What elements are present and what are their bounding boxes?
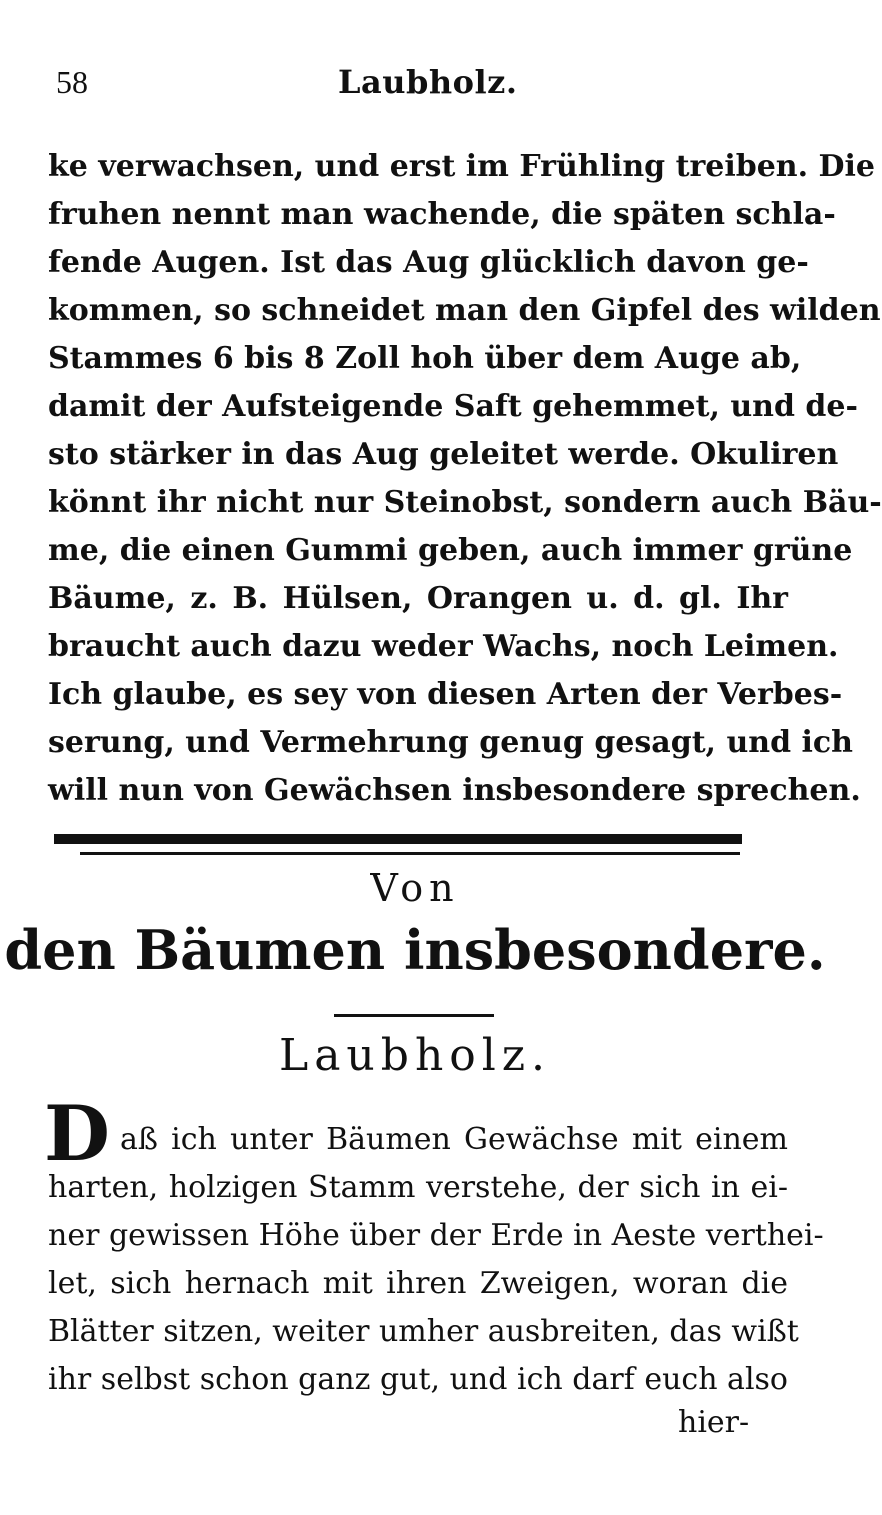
text-line: sto stärker in das Aug geleitet werde. Okuliren bbox=[48, 437, 839, 472]
text-line: will nun von Gewächsen insbesondere sprechen. bbox=[48, 773, 861, 808]
text-line: serung, und Vermehrung genug gesagt, und ich bbox=[48, 725, 853, 760]
text-line: Ich glaube, es sey von diesen Arten der Verbes- bbox=[48, 677, 843, 712]
text-line: fende Augen. Ist das Aug glücklich davon ge- bbox=[48, 245, 809, 280]
ornamental-rule-thin bbox=[80, 852, 740, 855]
text-line: ke verwachsen, und erst im Frühling treiben. Die bbox=[48, 149, 876, 184]
text-line: let, sich hernach mit ihren Zweigen, woran die bbox=[48, 1266, 788, 1301]
text-line: harten, holzigen Stamm verstehe, der sich in ei- bbox=[48, 1170, 788, 1205]
section-divider bbox=[334, 1014, 494, 1017]
text-line: könnt ihr nicht nur Steinobst, sondern auch Bäu- bbox=[48, 485, 882, 520]
running-head: Laubholz. bbox=[338, 63, 518, 101]
text-line: me, die einen Gummi geben, auch immer grüne bbox=[48, 533, 853, 568]
text-line: Bäume, z. B. Hülsen, Orangen u. d. gl. Ihr bbox=[48, 581, 788, 616]
ornamental-rule-heavy bbox=[54, 834, 742, 844]
text-line: aß ich unter Bäumen Gewächse mit einem bbox=[120, 1122, 788, 1157]
paragraph-bottom bbox=[48, 1116, 824, 1404]
section-heading-von: Von bbox=[370, 866, 460, 910]
catchword: hier- bbox=[678, 1405, 750, 1440]
paragraph-top bbox=[48, 143, 882, 815]
section-subheading: Laubholz. bbox=[278, 1030, 552, 1081]
text-line: Blätter sitzen, weiter umher ausbreiten, das wißt bbox=[48, 1314, 799, 1349]
drop-cap: D bbox=[44, 1089, 110, 1178]
section-heading-main: den Bäumen insbesondere. bbox=[4, 918, 826, 982]
page-number: 58 bbox=[56, 64, 88, 100]
text-line: ner gewissen Höhe über der Erde in Aeste verthei- bbox=[48, 1218, 824, 1253]
text-line: fruhen nennt man wachende, die späten schla- bbox=[48, 197, 836, 232]
text-line: damit der Aufsteigende Saft gehemmet, und de- bbox=[48, 389, 858, 424]
text-line: Stammes 6 bis 8 Zoll hoh über dem Auge ab, bbox=[48, 341, 802, 376]
text-line: ihr selbst schon ganz gut, und ich darf euch also bbox=[48, 1362, 788, 1397]
text-line: braucht auch dazu weder Wachs, noch Leimen. bbox=[48, 629, 839, 664]
text-line: kommen, so schneidet man den Gipfel des wilden bbox=[48, 293, 881, 328]
